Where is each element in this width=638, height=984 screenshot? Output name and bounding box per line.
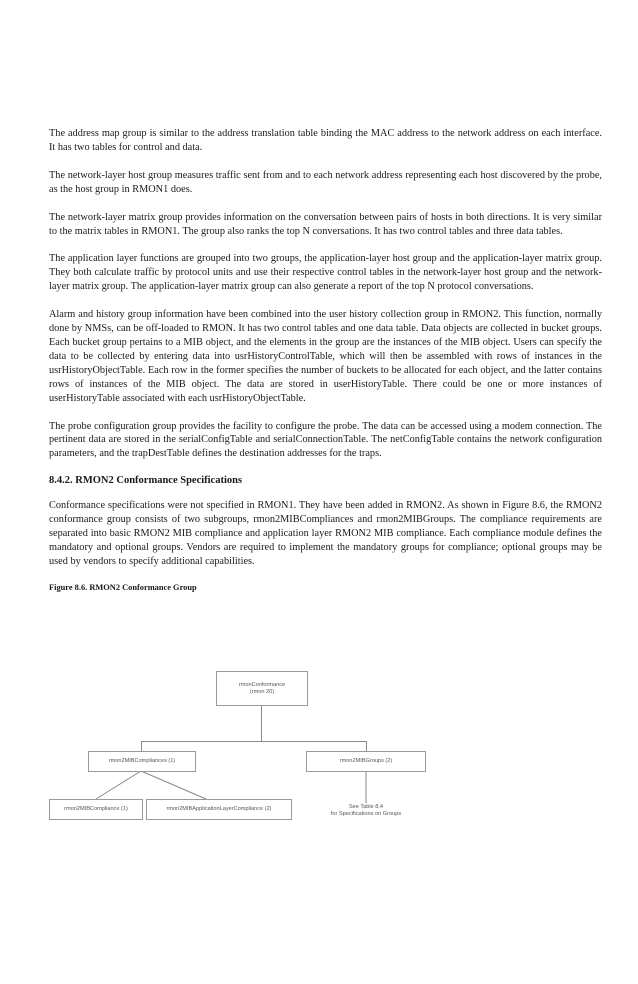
groups-note-line2: for Specifications on Groups (330, 811, 402, 817)
basic-compliance-label: rmon2MIBCompliance (1) (64, 806, 128, 812)
compliances-node (88, 751, 196, 772)
paragraph-address-map: The address map group is similar to the address translation table binding the MAC address to the network address on each interface. It has two tables for control and data. (49, 128, 602, 153)
root-stem (261, 705, 262, 741)
page-body (49, 127, 602, 592)
basic-compliance-node (49, 799, 143, 820)
section-heading: 8.4.2. RMON2 Conformance Specifications (49, 475, 243, 487)
paragraph-conformance: Conformance specifications were not specified in RMON1. They have been added in RMON2. As shown in Figure 8.6, the RMON2 conformance group consists of two subgroups, rmon2MIBCompliances and rmon2MIBGroups. The compliance requirements are separated into basic RMON2 MIB compliance and application layer RMON2 MIB compliance. Each compliance module defines the mandatory and optional groups. Vendors are required to implement the mandatory groups for compliance; optional groups may be used by vendors to specify additional capabilities. (49, 500, 602, 567)
groups-note (316, 804, 416, 818)
right-branch (261, 741, 367, 742)
compliances-node-label: rmon2MIBCompliances (1) (108, 758, 176, 764)
paragraph-network-host: The network-layer host group measures traffic sent from and to each network address representing each host discovered by the probe, as the host group in RMON1 does. (49, 169, 602, 195)
connector-leaf-b (141, 771, 206, 799)
connector-leaf-a (96, 771, 141, 799)
root-node-oid: (rmon 20) (249, 688, 275, 695)
groups-node (306, 751, 426, 772)
left-drop (141, 741, 142, 751)
root-node-label: rmonConformance (238, 681, 286, 688)
figure-caption: Figure 8.6. RMON2 Conformance Group (49, 582, 197, 592)
application-compliance-label: rmon2MIBApplicationLayerCompliance (2) (166, 806, 272, 812)
groups-node-label: rmon2MIBGroups (2) (339, 758, 393, 764)
groups-note-line1: See Table 8.4 (348, 804, 384, 810)
paragraph-probe-config: The probe configuration group provides the facility to configure the probe. The data can be accessed using a modem connection. The pertinent data are stored in the serialConfigTable and serialConnectionTable. The netConfigTable contains the network configuration parameters, and the trapDestTable defines the destination addresses for the traps. (49, 420, 602, 460)
paragraph-user-history: Alarm and history group information have been combined into the user history collection group in RMON2. This function, normally done by NMSs, can be off-loaded to RMON. It has two control tables and one data table. Data objects are collected in bucket groups. Each bucket group pertains to a MIB object, and the elements in the group are the instances of the MIB object. Users can specify the data to be collected by entering data into usrHistoryControlTable, which will then be assembled with rows of instances in the usrHistoryObjectTable. Each row in the former specifies the number of buckets to be allocated for each object, and the latter contains rows of instances of the MIB object. The data are stored in userHistoryTable. There could be one or more instances of userHistoryTable associated with each usrHistoryObjectTable. (49, 309, 602, 404)
paragraph-network-matrix: The network-layer matrix group provides information on the conversation between pairs of hosts in both directions. It is very similar to the matrix tables in RMON1. The group also ranks the top N conversations. It has two control tables and three data tables. (49, 211, 602, 237)
left-branch (141, 741, 262, 742)
application-compliance-node (146, 799, 292, 820)
root-node (216, 671, 308, 706)
paragraph-application-layer: The application layer functions are grouped into two groups, the application-layer host group and the application-layer matrix group. They both calculate traffic by protocol units and use their respective control tables in the network-layer host group and the network-layer matrix group. The application-layer matrix group can also generate a report of the top N protocol conversations. (49, 253, 602, 293)
right-drop (366, 741, 367, 751)
